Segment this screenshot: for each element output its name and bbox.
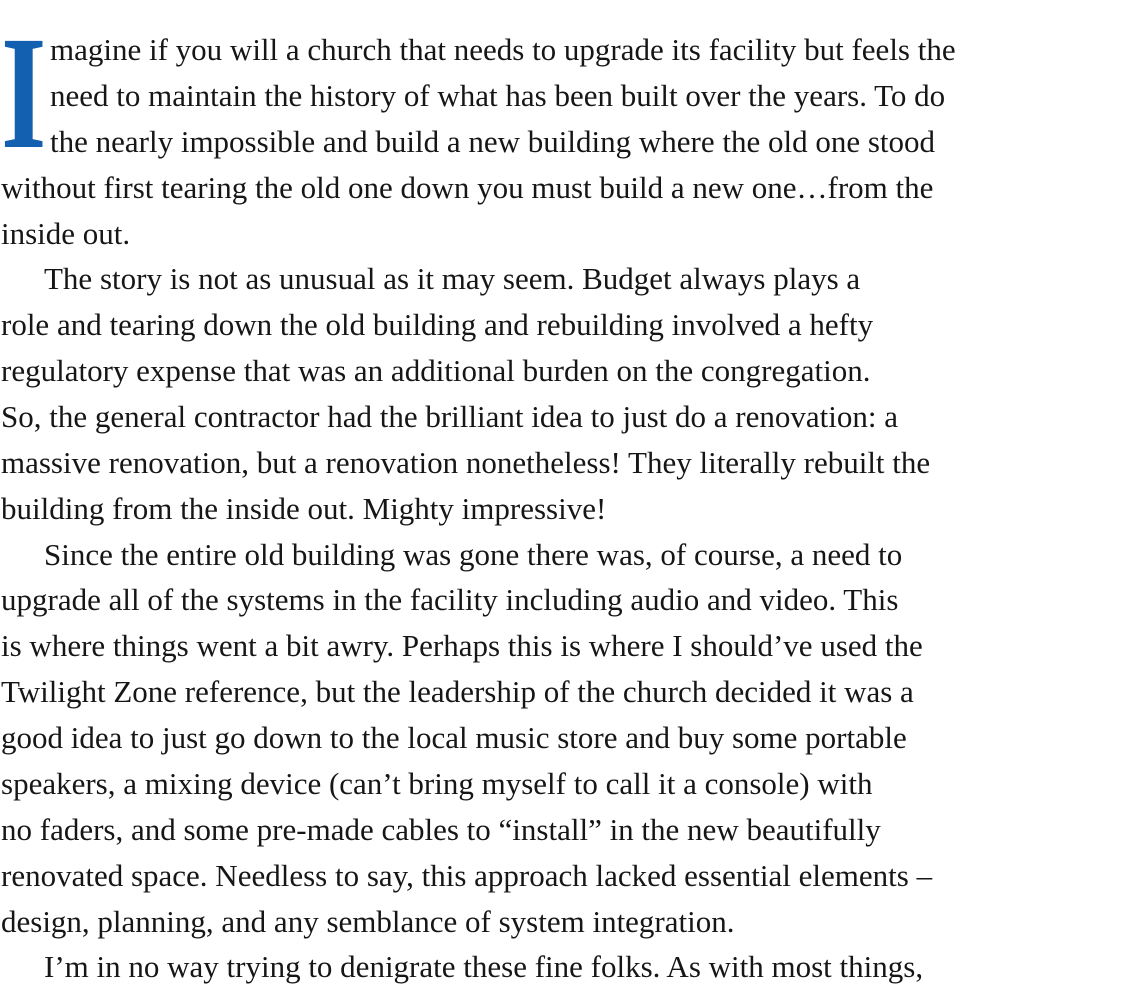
text-line-3: the nearly impossible and build a new building where the old one stood — [50, 124, 936, 159]
text-line-6: The story is not as unusual as it may seem. Budget always plays a — [44, 261, 861, 296]
text-line-14: is where things went a bit awry. Perhaps this is where I should’ve used the — [1, 628, 923, 663]
text-line-8: regulatory expense that was an additional burden on the congregation. — [1, 353, 871, 388]
text-line-19: renovated space. Needless to say, this approach lacked essential elements – — [1, 858, 933, 893]
text-line-11: building from the inside out. Mighty impressive! — [1, 491, 607, 526]
text-line-2: need to maintain the history of what has been built over the years. To do — [50, 78, 946, 113]
text-line-10: massive renovation, but a renovation nonetheless! They literally rebuilt the — [1, 445, 931, 480]
drop-cap: I — [1, 4, 47, 183]
text-line-18: no faders, and some pre-made cables to “install” in the new beautifully — [1, 812, 881, 847]
text-line-7: role and tearing down the old building and rebuilding involved a hefty — [1, 307, 874, 342]
text-line-13: upgrade all of the systems in the facility including audio and video. This — [1, 582, 899, 617]
text-line-17: speakers, a mixing device (can’t bring myself to call it a console) with — [1, 766, 873, 801]
text-line-4: without first tearing the old one down you must build a new one…from the — [1, 170, 934, 205]
text-line-21: I’m in no way trying to denigrate these fine folks. As with most things, — [44, 949, 924, 984]
text-line-5: inside out. — [1, 216, 131, 251]
text-line-16: good idea to just go down to the local music store and buy some portable — [1, 720, 907, 755]
text-line-15: Twilight Zone reference, but the leadership of the church decided it was a — [1, 674, 914, 709]
text-line-9: So, the general contractor had the brilliant idea to just do a renovation: a — [1, 399, 898, 434]
text-line-20: design, planning, and any semblance of system integration. — [1, 904, 735, 939]
text-line-1: magine if you will a church that needs to upgrade its facility but feels the — [50, 32, 956, 67]
text-line-12: Since the entire old building was gone there was, of course, a need to — [44, 537, 903, 572]
